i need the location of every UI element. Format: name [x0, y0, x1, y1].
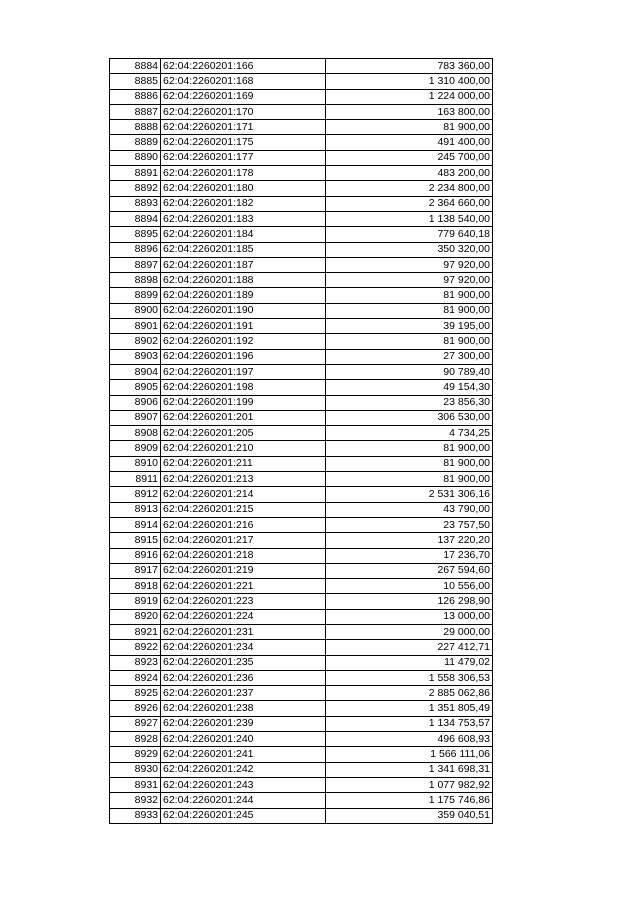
value-cell: 49 154,30 — [326, 380, 493, 395]
row-number-cell: 8928 — [110, 732, 161, 747]
table-row — [110, 89, 493, 104]
cadastral-number-cell: 62:04:2260201:168 — [161, 74, 326, 89]
table-row — [110, 242, 493, 257]
cadastral-number-cell: 62:04:2260201:221 — [161, 579, 326, 594]
row-number-cell: 8930 — [110, 762, 161, 777]
table-row — [110, 793, 493, 808]
value-cell: 23 757,50 — [326, 517, 493, 532]
cadastral-number-cell: 62:04:2260201:217 — [161, 533, 326, 548]
row-number-cell: 8905 — [110, 380, 161, 395]
value-cell: 483 200,00 — [326, 166, 493, 181]
row-number-cell: 8929 — [110, 747, 161, 762]
table-row — [110, 395, 493, 410]
table-row — [110, 104, 493, 119]
table-row — [110, 777, 493, 792]
cadastral-number-cell: 62:04:2260201:189 — [161, 288, 326, 303]
cadastral-number-cell: 62:04:2260201:224 — [161, 609, 326, 624]
cadastral-number-cell: 62:04:2260201:241 — [161, 747, 326, 762]
row-number-cell: 8912 — [110, 487, 161, 502]
table-row — [110, 701, 493, 716]
value-cell: 227 412,71 — [326, 640, 493, 655]
cadastral-number-cell: 62:04:2260201:214 — [161, 487, 326, 502]
row-number-cell: 8924 — [110, 670, 161, 685]
row-number-cell: 8898 — [110, 273, 161, 288]
row-number-cell: 8907 — [110, 410, 161, 425]
value-cell: 97 920,00 — [326, 257, 493, 272]
cadastral-number-cell: 62:04:2260201:201 — [161, 410, 326, 425]
table-row — [110, 59, 493, 74]
row-number-cell: 8911 — [110, 472, 161, 487]
table-row — [110, 579, 493, 594]
row-number-cell: 8908 — [110, 426, 161, 441]
row-number-cell: 8896 — [110, 242, 161, 257]
row-number-cell: 8921 — [110, 624, 161, 639]
cadastral-value-table — [109, 58, 493, 824]
cadastral-number-cell: 62:04:2260201:231 — [161, 624, 326, 639]
cadastral-number-cell: 62:04:2260201:234 — [161, 640, 326, 655]
table-row — [110, 227, 493, 242]
value-cell: 779 640,18 — [326, 227, 493, 242]
cadastral-number-cell: 62:04:2260201:169 — [161, 89, 326, 104]
cadastral-number-cell: 62:04:2260201:196 — [161, 349, 326, 364]
row-number-cell: 8926 — [110, 701, 161, 716]
row-number-cell: 8892 — [110, 181, 161, 196]
value-cell: 1 341 698,31 — [326, 762, 493, 777]
cadastral-number-cell: 62:04:2260201:197 — [161, 364, 326, 379]
cadastral-number-cell: 62:04:2260201:182 — [161, 196, 326, 211]
cadastral-number-cell: 62:04:2260201:178 — [161, 166, 326, 181]
cadastral-number-cell: 62:04:2260201:183 — [161, 211, 326, 226]
row-number-cell: 8931 — [110, 777, 161, 792]
table-row — [110, 762, 493, 777]
cadastral-number-cell: 62:04:2260201:245 — [161, 808, 326, 823]
row-number-cell: 8885 — [110, 74, 161, 89]
row-number-cell: 8889 — [110, 135, 161, 150]
cadastral-number-cell: 62:04:2260201:184 — [161, 227, 326, 242]
row-number-cell: 8894 — [110, 211, 161, 226]
table-row — [110, 517, 493, 532]
table-row — [110, 288, 493, 303]
value-cell: 81 900,00 — [326, 334, 493, 349]
table-row — [110, 563, 493, 578]
value-cell: 1 310 400,00 — [326, 74, 493, 89]
cadastral-number-cell: 62:04:2260201:235 — [161, 655, 326, 670]
value-cell: 1 077 982,92 — [326, 777, 493, 792]
cadastral-number-cell: 62:04:2260201:177 — [161, 150, 326, 165]
row-number-cell: 8933 — [110, 808, 161, 823]
row-number-cell: 8915 — [110, 533, 161, 548]
cadastral-number-cell: 62:04:2260201:236 — [161, 670, 326, 685]
value-cell: 97 920,00 — [326, 273, 493, 288]
value-cell: 17 236,70 — [326, 548, 493, 563]
row-number-cell: 8927 — [110, 716, 161, 731]
value-cell: 81 900,00 — [326, 441, 493, 456]
cadastral-number-cell: 62:04:2260201:223 — [161, 594, 326, 609]
value-cell: 11 479,02 — [326, 655, 493, 670]
table-row — [110, 364, 493, 379]
value-cell: 137 220,20 — [326, 533, 493, 548]
cadastral-number-cell: 62:04:2260201:211 — [161, 456, 326, 471]
table-row — [110, 716, 493, 731]
cadastral-number-cell: 62:04:2260201:213 — [161, 472, 326, 487]
cadastral-number-cell: 62:04:2260201:188 — [161, 273, 326, 288]
cadastral-number-cell: 62:04:2260201:205 — [161, 426, 326, 441]
cadastral-number-cell: 62:04:2260201:243 — [161, 777, 326, 792]
table-row — [110, 211, 493, 226]
cadastral-number-cell: 62:04:2260201:175 — [161, 135, 326, 150]
row-number-cell: 8913 — [110, 502, 161, 517]
table-row — [110, 686, 493, 701]
row-number-cell: 8914 — [110, 517, 161, 532]
table-row — [110, 670, 493, 685]
row-number-cell: 8923 — [110, 655, 161, 670]
value-cell: 2 234 800,00 — [326, 181, 493, 196]
table-row — [110, 380, 493, 395]
table-row — [110, 273, 493, 288]
row-number-cell: 8902 — [110, 334, 161, 349]
value-cell: 13 000,00 — [326, 609, 493, 624]
table-row — [110, 135, 493, 150]
value-cell: 1 138 540,00 — [326, 211, 493, 226]
table-row — [110, 426, 493, 441]
value-cell: 81 900,00 — [326, 288, 493, 303]
value-cell: 496 608,93 — [326, 732, 493, 747]
cadastral-number-cell: 62:04:2260201:238 — [161, 701, 326, 716]
value-cell: 245 700,00 — [326, 150, 493, 165]
row-number-cell: 8917 — [110, 563, 161, 578]
value-cell: 81 900,00 — [326, 456, 493, 471]
table-row — [110, 441, 493, 456]
table-row — [110, 502, 493, 517]
row-number-cell: 8920 — [110, 609, 161, 624]
row-number-cell: 8906 — [110, 395, 161, 410]
table-row — [110, 319, 493, 334]
table-row — [110, 456, 493, 471]
cadastral-number-cell: 62:04:2260201:237 — [161, 686, 326, 701]
row-number-cell: 8909 — [110, 441, 161, 456]
cadastral-number-cell: 62:04:2260201:215 — [161, 502, 326, 517]
cadastral-number-cell: 62:04:2260201:199 — [161, 395, 326, 410]
value-cell: 1 351 805,49 — [326, 701, 493, 716]
table-row — [110, 120, 493, 135]
value-cell: 4 734,25 — [326, 426, 493, 441]
value-cell: 39 195,00 — [326, 319, 493, 334]
table-row — [110, 196, 493, 211]
table-body — [110, 59, 493, 824]
value-cell: 90 789,40 — [326, 364, 493, 379]
row-number-cell: 8897 — [110, 257, 161, 272]
row-number-cell: 8893 — [110, 196, 161, 211]
value-cell: 2 885 062,86 — [326, 686, 493, 701]
value-cell: 1 558 306,53 — [326, 670, 493, 685]
table-row — [110, 533, 493, 548]
table-row — [110, 732, 493, 747]
value-cell: 81 900,00 — [326, 472, 493, 487]
value-cell: 1 566 111,06 — [326, 747, 493, 762]
value-cell: 359 040,51 — [326, 808, 493, 823]
row-number-cell: 8899 — [110, 288, 161, 303]
cadastral-number-cell: 62:04:2260201:187 — [161, 257, 326, 272]
row-number-cell: 8925 — [110, 686, 161, 701]
row-number-cell: 8932 — [110, 793, 161, 808]
value-cell: 1 134 753,57 — [326, 716, 493, 731]
table-row — [110, 410, 493, 425]
row-number-cell: 8916 — [110, 548, 161, 563]
value-cell: 2 364 660,00 — [326, 196, 493, 211]
value-cell: 350 320,00 — [326, 242, 493, 257]
value-cell: 1 224 000,00 — [326, 89, 493, 104]
cadastral-number-cell: 62:04:2260201:210 — [161, 441, 326, 456]
value-cell: 1 175 746,86 — [326, 793, 493, 808]
table-row — [110, 181, 493, 196]
row-number-cell: 8895 — [110, 227, 161, 242]
value-cell: 2 531 306,16 — [326, 487, 493, 502]
cadastral-number-cell: 62:04:2260201:170 — [161, 104, 326, 119]
value-cell: 10 556,00 — [326, 579, 493, 594]
value-cell: 43 790,00 — [326, 502, 493, 517]
row-number-cell: 8919 — [110, 594, 161, 609]
value-cell: 27 300,00 — [326, 349, 493, 364]
table-row — [110, 74, 493, 89]
table-row — [110, 487, 493, 502]
table-row — [110, 472, 493, 487]
cadastral-number-cell: 62:04:2260201:242 — [161, 762, 326, 777]
cadastral-number-cell: 62:04:2260201:244 — [161, 793, 326, 808]
cadastral-number-cell: 62:04:2260201:192 — [161, 334, 326, 349]
cadastral-number-cell: 62:04:2260201:185 — [161, 242, 326, 257]
value-cell: 29 000,00 — [326, 624, 493, 639]
value-cell: 306 530,00 — [326, 410, 493, 425]
value-cell: 23 856,30 — [326, 395, 493, 410]
row-number-cell: 8901 — [110, 319, 161, 334]
table-row — [110, 548, 493, 563]
row-number-cell: 8918 — [110, 579, 161, 594]
table-row — [110, 303, 493, 318]
row-number-cell: 8884 — [110, 59, 161, 74]
cadastral-number-cell: 62:04:2260201:219 — [161, 563, 326, 578]
table-row — [110, 747, 493, 762]
cadastral-number-cell: 62:04:2260201:239 — [161, 716, 326, 731]
cadastral-number-cell: 62:04:2260201:190 — [161, 303, 326, 318]
cadastral-number-cell: 62:04:2260201:240 — [161, 732, 326, 747]
table-row — [110, 349, 493, 364]
row-number-cell: 8922 — [110, 640, 161, 655]
cadastral-number-cell: 62:04:2260201:171 — [161, 120, 326, 135]
table-row — [110, 150, 493, 165]
row-number-cell: 8887 — [110, 104, 161, 119]
row-number-cell: 8890 — [110, 150, 161, 165]
value-cell: 783 360,00 — [326, 59, 493, 74]
table-row — [110, 166, 493, 181]
table-row — [110, 594, 493, 609]
value-cell: 491 400,00 — [326, 135, 493, 150]
cadastral-number-cell: 62:04:2260201:191 — [161, 319, 326, 334]
cadastral-number-cell: 62:04:2260201:198 — [161, 380, 326, 395]
table-row — [110, 808, 493, 823]
row-number-cell: 8904 — [110, 364, 161, 379]
value-cell: 81 900,00 — [326, 120, 493, 135]
table-row — [110, 609, 493, 624]
value-cell: 81 900,00 — [326, 303, 493, 318]
row-number-cell: 8900 — [110, 303, 161, 318]
cadastral-number-cell: 62:04:2260201:216 — [161, 517, 326, 532]
row-number-cell: 8886 — [110, 89, 161, 104]
row-number-cell: 8891 — [110, 166, 161, 181]
table-row — [110, 655, 493, 670]
row-number-cell: 8910 — [110, 456, 161, 471]
table-row — [110, 257, 493, 272]
table-row — [110, 640, 493, 655]
table-row — [110, 624, 493, 639]
value-cell: 126 298,90 — [326, 594, 493, 609]
value-cell: 163 800,00 — [326, 104, 493, 119]
value-cell: 267 594,60 — [326, 563, 493, 578]
cadastral-number-cell: 62:04:2260201:166 — [161, 59, 326, 74]
row-number-cell: 8888 — [110, 120, 161, 135]
cadastral-number-cell: 62:04:2260201:218 — [161, 548, 326, 563]
cadastral-number-cell: 62:04:2260201:180 — [161, 181, 326, 196]
row-number-cell: 8903 — [110, 349, 161, 364]
table-row — [110, 334, 493, 349]
